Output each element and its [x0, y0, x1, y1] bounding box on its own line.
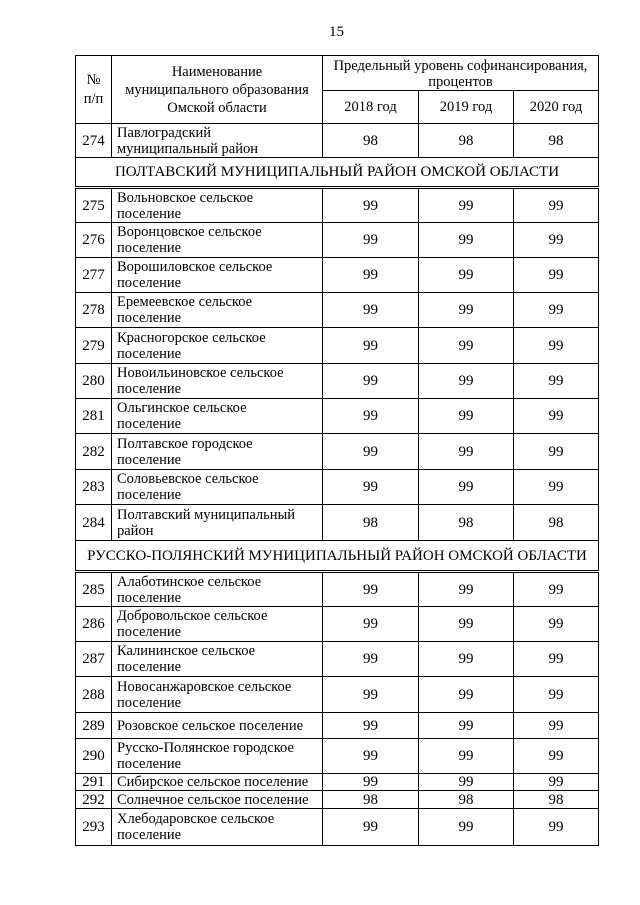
municipality-name-line: поселение — [117, 240, 182, 256]
municipality-name-line: поселение — [117, 310, 182, 326]
cofinancing-2020-value: 98 — [514, 124, 599, 158]
cofinancing-2018-value: 99 — [323, 434, 419, 470]
table-row — [76, 293, 599, 328]
cofinancing-2018-value: 99 — [323, 739, 419, 774]
municipality-name — [112, 677, 323, 713]
municipality-name-line: поселение — [117, 659, 182, 675]
municipality-name-line: Русско-Полянское городское — [117, 740, 294, 756]
row-number: 290 — [76, 739, 112, 774]
municipality-name-line: Еремеевское сельское — [117, 294, 253, 310]
municipality-name-line: Хлебодаровское сельское — [117, 811, 275, 827]
municipality-name — [112, 399, 323, 434]
column-header-cofinancing-line: Предельный уровень софинансирования, — [333, 58, 588, 74]
cofinancing-2020-value: 99 — [514, 188, 599, 223]
cofinancing-2018-value: 99 — [323, 572, 419, 607]
cofinancing-2020-value: 99 — [514, 258, 599, 293]
table-row — [76, 434, 599, 470]
cofinancing-2019-value: 99 — [419, 572, 514, 607]
cofinancing-2018-value: 98 — [323, 124, 419, 158]
municipality-name-line: муниципальный район — [117, 140, 258, 157]
municipality-name-line: поселение — [117, 451, 182, 468]
cofinancing-2020-value: 99 — [514, 328, 599, 364]
row-number: 286 — [76, 607, 112, 642]
table-row — [76, 470, 599, 505]
table-header — [76, 56, 599, 124]
row-number: 276 — [76, 223, 112, 258]
cofinancing-2020-value: 98 — [514, 791, 599, 809]
municipality-name — [112, 505, 323, 541]
section-title: ПОЛТАВСКИЙ МУНИЦИПАЛЬНЫЙ РАЙОН ОМСКОЙ ОБЛАСТИ — [76, 158, 599, 188]
municipality-name-line: поселение — [117, 345, 182, 362]
municipality-name-line: поселение — [117, 589, 182, 606]
cofinancing-2018-value: 99 — [323, 809, 419, 846]
column-header-number-line: п/п — [83, 90, 104, 107]
cofinancing-2019-value: 99 — [419, 364, 514, 399]
row-number: 287 — [76, 642, 112, 677]
municipality-name-line: поселение — [117, 756, 182, 772]
municipality-name-line: Новоильиновское сельское — [117, 365, 284, 381]
table-row — [76, 223, 599, 258]
cofinancing-2020-value: 99 — [514, 607, 599, 642]
cofinancing-2019-value: 99 — [419, 739, 514, 774]
cofinancing-2020-value: 99 — [514, 470, 599, 505]
row-number: 281 — [76, 399, 112, 434]
cofinancing-2019-value: 98 — [419, 124, 514, 158]
row-number: 293 — [76, 809, 112, 846]
municipality-name — [112, 572, 323, 607]
cofinancing-2018-value: 99 — [323, 607, 419, 642]
table-row — [76, 188, 599, 223]
cofinancing-2019-value: 99 — [419, 470, 514, 505]
municipality-name — [112, 258, 323, 293]
municipality-name-line: поселение — [117, 275, 182, 291]
table-row — [76, 713, 599, 739]
column-header-name — [112, 56, 323, 124]
cofinancing-2019-value: 98 — [419, 791, 514, 809]
municipality-name-line: Ворошиловское сельское — [117, 259, 273, 275]
municipality-name — [112, 124, 323, 158]
cofinancing-2020-value: 99 — [514, 364, 599, 399]
row-number: 279 — [76, 328, 112, 364]
table-row — [76, 739, 599, 774]
municipality-name-line: поселение — [117, 381, 182, 397]
municipality-name-line: Полтавский муниципальный — [117, 506, 296, 523]
table-row — [76, 505, 599, 541]
cofinancing-2020-value: 98 — [514, 505, 599, 541]
row-number: 275 — [76, 188, 112, 223]
municipality-name-line: Добровольское сельское — [117, 608, 268, 624]
cofinancing-2020-value: 99 — [514, 293, 599, 328]
cofinancing-2020-value: 99 — [514, 809, 599, 846]
table-row — [76, 791, 599, 809]
municipality-name-line: поселение — [117, 827, 182, 843]
cofinancing-2019-value: 99 — [419, 809, 514, 846]
cofinancing-2018-value: 98 — [323, 505, 419, 541]
table-body — [76, 124, 599, 846]
municipality-name-line: Полтавское городское — [117, 435, 253, 452]
cofinancing-2018-value: 99 — [323, 364, 419, 399]
cofinancing-2018-value: 99 — [323, 258, 419, 293]
column-header-number-line: № — [86, 71, 101, 88]
header-row — [76, 56, 599, 91]
municipality-name — [112, 293, 323, 328]
municipality-name — [112, 328, 323, 364]
cofinancing-2019-value: 99 — [419, 293, 514, 328]
row-number: 282 — [76, 434, 112, 470]
table-row — [76, 607, 599, 642]
cofinancing-2019-value: 99 — [419, 607, 514, 642]
table-row — [76, 642, 599, 677]
column-header-name-line: муниципального образования — [125, 81, 309, 98]
table-row — [76, 399, 599, 434]
municipality-name — [112, 470, 323, 505]
municipality-name-line: Алаботинское сельское — [117, 573, 262, 590]
cofinancing-2020-value: 99 — [514, 434, 599, 470]
cofinancing-2019-value: 99 — [419, 677, 514, 713]
row-number: 285 — [76, 572, 112, 607]
table-row — [76, 364, 599, 399]
municipality-name-line: Сибирское сельское поселение — [117, 774, 309, 790]
table-row — [76, 572, 599, 607]
municipality-name-line: Розовское сельское поселение — [117, 717, 304, 734]
cofinancing-2019-value: 99 — [419, 713, 514, 739]
column-header-name-line: Омской области — [167, 99, 267, 116]
column-header-year-2019: 2019 год — [419, 91, 514, 124]
row-number: 288 — [76, 677, 112, 713]
cofinancing-2020-value: 99 — [514, 642, 599, 677]
column-header-cofinancing-level — [323, 56, 599, 91]
municipality-name-line: Воронцовское сельское — [117, 224, 262, 240]
column-header-year-2020: 2020 год — [514, 91, 599, 124]
municipality-name-line: Соловьевское сельское — [117, 471, 259, 487]
municipality-name-line: Вольновское сельское — [117, 189, 254, 206]
cofinancing-2020-value: 99 — [514, 677, 599, 713]
municipality-name-line: Солнечное сельское поселение — [117, 791, 309, 808]
municipality-name-line: поселение — [117, 416, 182, 432]
cofinancing-2018-value: 99 — [323, 223, 419, 258]
table-row — [76, 809, 599, 846]
cofinancing-2019-value: 99 — [419, 399, 514, 434]
municipality-name-line: Красногорское сельское — [117, 329, 266, 346]
section-header-row — [76, 541, 599, 572]
column-header-number — [76, 56, 112, 124]
cofinancing-2019-value: 99 — [419, 434, 514, 470]
cofinancing-2019-value: 99 — [419, 188, 514, 223]
municipality-name — [112, 739, 323, 774]
cofinancing-2018-value: 99 — [323, 677, 419, 713]
row-number: 291 — [76, 774, 112, 791]
municipality-name — [112, 713, 323, 739]
municipality-name — [112, 642, 323, 677]
table-row — [76, 677, 599, 713]
page-number: 15 — [329, 24, 344, 40]
table-row — [76, 124, 599, 158]
municipality-name-line: район — [117, 522, 154, 539]
cofinancing-2018-value: 98 — [323, 791, 419, 809]
municipality-name — [112, 809, 323, 846]
column-header-name-line: Наименование — [171, 63, 263, 80]
cofinancing-2020-value: 99 — [514, 774, 599, 791]
cofinancing-2018-value: 99 — [323, 713, 419, 739]
table-row — [76, 328, 599, 364]
cofinancing-2019-value: 99 — [419, 258, 514, 293]
cofinancing-2020-value: 99 — [514, 572, 599, 607]
row-number: 284 — [76, 505, 112, 541]
column-header-cofinancing-line: процентов — [428, 74, 493, 90]
cofinancing-2020-value: 99 — [514, 223, 599, 258]
column-header-year-2018: 2018 год — [323, 91, 419, 124]
table-row — [76, 258, 599, 293]
cofinancing-2018-value: 99 — [323, 188, 419, 223]
cofinancing-2018-value: 99 — [323, 774, 419, 791]
municipality-name — [112, 188, 323, 223]
municipality-name — [112, 774, 323, 791]
section-title: РУССКО-ПОЛЯНСКИЙ МУНИЦИПАЛЬНЫЙ РАЙОН ОМСКОЙ ОБЛАСТИ — [76, 541, 599, 572]
municipality-name-line: Павлоградский — [117, 124, 212, 141]
municipality-name-line: поселение — [117, 205, 182, 222]
section-header-row — [76, 158, 599, 188]
row-number: 278 — [76, 293, 112, 328]
municipality-name-line: Калининское сельское — [117, 643, 256, 659]
table-row — [76, 774, 599, 791]
cofinancing-2019-value: 99 — [419, 328, 514, 364]
cofinancing-2018-value: 99 — [323, 399, 419, 434]
row-number: 274 — [76, 124, 112, 158]
row-number: 289 — [76, 713, 112, 739]
cofinancing-table — [75, 55, 599, 846]
cofinancing-2018-value: 99 — [323, 293, 419, 328]
municipality-name — [112, 607, 323, 642]
cofinancing-2020-value: 99 — [514, 713, 599, 739]
cofinancing-2020-value: 99 — [514, 739, 599, 774]
municipality-name-line: поселение — [117, 624, 182, 640]
municipality-name-line: поселение — [117, 694, 182, 711]
cofinancing-2018-value: 99 — [323, 642, 419, 677]
cofinancing-2019-value: 99 — [419, 642, 514, 677]
row-number: 280 — [76, 364, 112, 399]
municipality-name-line: поселение — [117, 487, 182, 503]
cofinancing-2018-value: 99 — [323, 470, 419, 505]
cofinancing-2020-value: 99 — [514, 399, 599, 434]
municipality-name — [112, 223, 323, 258]
municipality-name — [112, 791, 323, 809]
row-number: 292 — [76, 791, 112, 809]
municipality-name — [112, 364, 323, 399]
cofinancing-2018-value: 99 — [323, 328, 419, 364]
municipality-name-line: Новосанжаровское сельское — [117, 678, 292, 695]
row-number: 277 — [76, 258, 112, 293]
municipality-name-line: Ольгинское сельское — [117, 400, 247, 416]
cofinancing-2019-value: 99 — [419, 223, 514, 258]
municipality-name — [112, 434, 323, 470]
cofinancing-2019-value: 98 — [419, 505, 514, 541]
row-number: 283 — [76, 470, 112, 505]
cofinancing-2019-value: 99 — [419, 774, 514, 791]
